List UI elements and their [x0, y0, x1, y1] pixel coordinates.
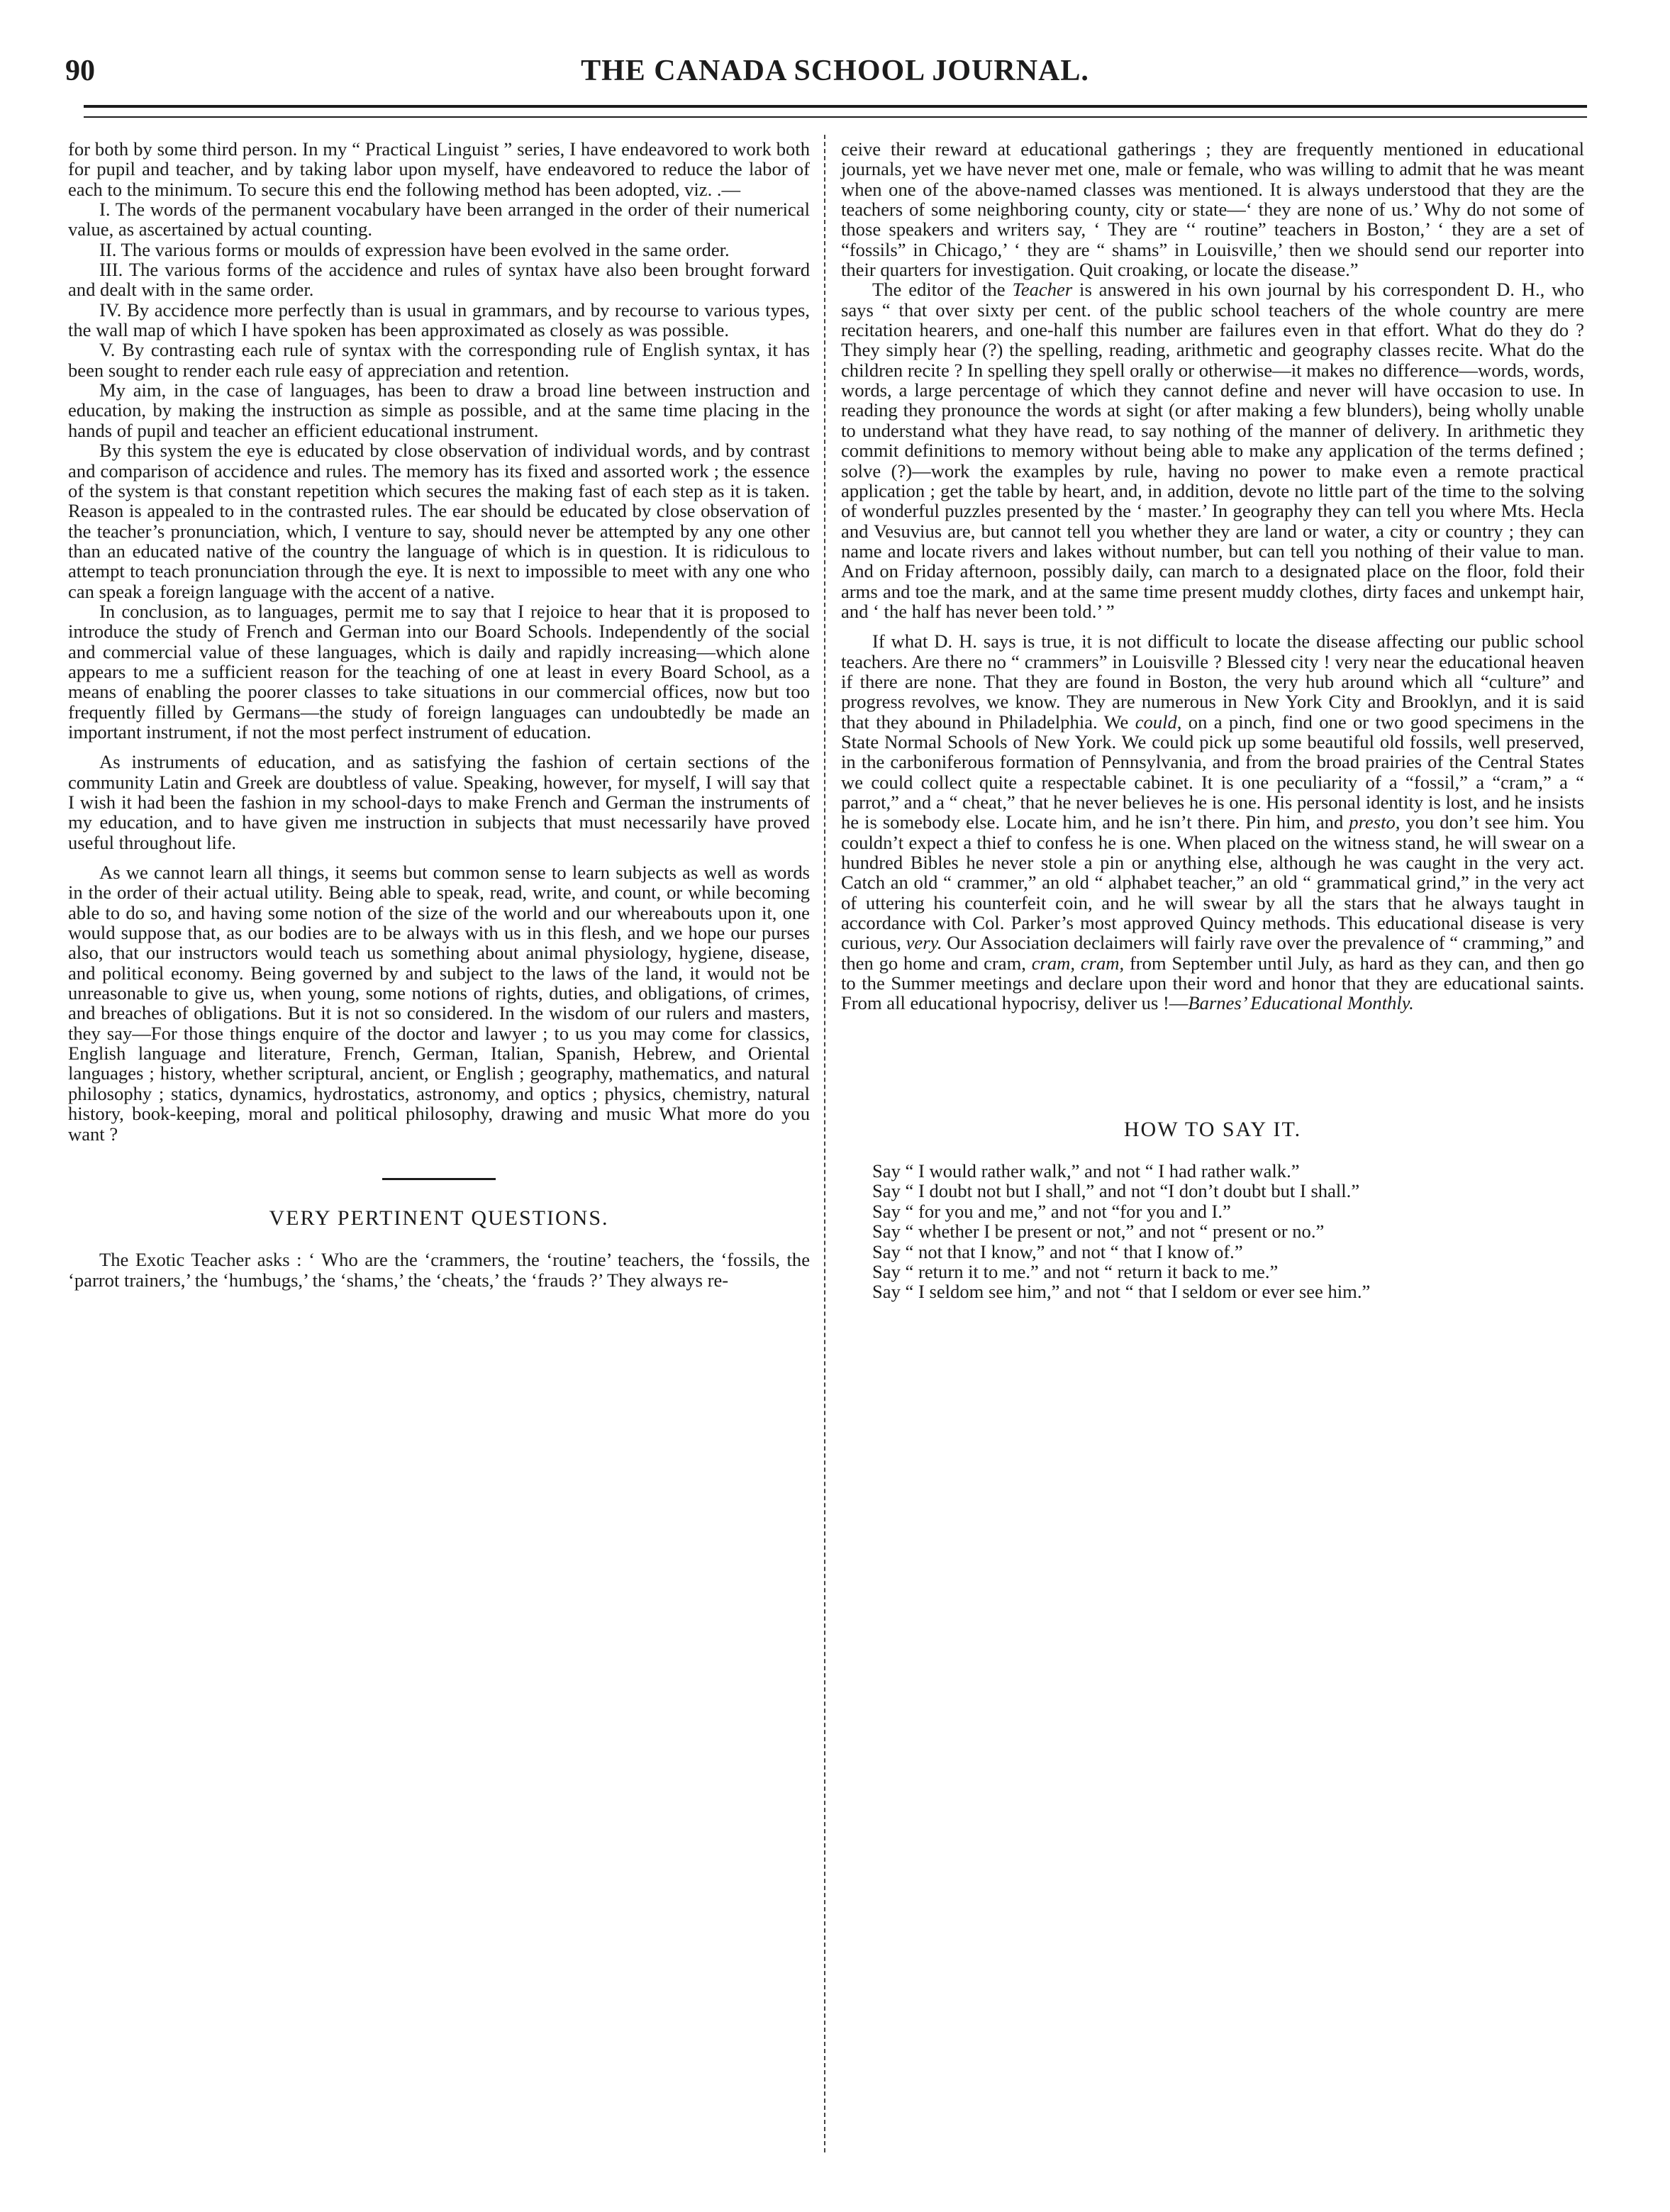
paragraph: IV. By accidence more perfectly than is usual in grammars, and by recourse to various types, the wall map of which I have spoken has been approximated as closely as was possible. — [68, 299, 810, 341]
paragraph: By this system the eye is educated by close observation of individual words, and by contrast and comparison of accidence and rules. The memory has its fixed and assorted work ; the essence of the system is that constant repetition which secures the making fast of each step as it is taken. Reason is appealed to in the contrasted rules. The ear should be educated by close observation of the teacher’s pronunciation, which, I venture to say, should never be attempted by any one other than an educated native of the country the language of which is in question. It is ridiculous to attempt to teach pronunciation through the eye. It is next to impossible to meet with any one who can speak a foreign language with the accent of a native. — [68, 440, 810, 602]
paragraph: III. The various forms of the accidence and rules of syntax have also been brought forward and dealt with in the same order. — [68, 259, 810, 301]
section-divider — [382, 1178, 496, 1180]
source-citation: Barnes’ Educational Monthly. — [1188, 992, 1414, 1014]
paragraph: As instruments of education, and as satisfying the fashion of certain sections of the community Latin and Greek are doubtless of value. Speaking, however, for myself, I will say that I wish it had been the fashion in my school-days to make French and German the instruments of my education, and to have given me instruction in subjects that must necessarily have proved useful throughout life. — [68, 751, 810, 853]
usage-item: Say “ whether I be present or not,” and not “ present or no.” — [872, 1221, 1325, 1243]
paragraph: for both by some third person. In my “ Practical Linguist ” series, I have endeavored to work both for pupil and teacher, and by taking labor upon myself, have endeavored to reduce the labor of each to the minimum. To secure this end the following method has been adopted, viz. .— — [68, 138, 810, 200]
usage-item: Say “ I would rather walk,” and not “ I had rather walk.” — [872, 1160, 1300, 1182]
emphasis: presto, — [1349, 811, 1401, 833]
paragraph — [841, 631, 1584, 1013]
text-run: Our Association declaimers will fairly rave over the prevalence of “ cramming,” and then go home and cram, — [841, 932, 1584, 974]
paragraph: ceive their reward at educational gatherings ; they are frequently mentioned in educational journals, yet we have never met one, male or female, who was willing to admit that he was meant when one of the above-named classes was mentioned. It is always understood that they are the teachers of some neighboring county, city or state—‘ they are none of us.’ Why do not some of those speakers and writers say, ‘ They are ‘‘ routine” teachers in Boston,’ ‘ they are a set of “fossils” in Chicago,’ ‘ they are “ shams” in Louisville,’ then we should send our reporter into their quarters for investigation. Quit croaking, or locate the disease.” — [841, 138, 1584, 281]
usage-item: Say “ I seldom see him,” and not “ that I seldom or ever see him.” — [872, 1281, 1371, 1303]
journal-name: Teacher — [1012, 279, 1073, 301]
text-run: you don’t see him. You couldn’t expect a thief to confess he is one. When placed on the witness stand, he will swear on a hundred Bibles he never stole a pin or anything else, although he was caught in the very act. Catch an old “ crammer,” an old “ alphabet teacher,” an old “ grammatical grind,” in the very act of uttering his counterfeit coin, and he will swear by all the stars that he always taught in accordance with Col. Parker’s most approved Quincy methods. This educational disease is very curious, — [841, 811, 1584, 954]
emphasis: could, — [1135, 711, 1182, 733]
text-run: If what D. H. says is true, it is not difficult to locate the disease affecting our public school teachers. Are there no “ crammers” in Louisville ? Blessed city ! very near the educational heaven if there are none. That they are found in Boston, the very hub around which all “culture” and progress revolves, we know. They are numerous in New York City and Brooklyn, and it is said that they abound in Philadelphia. We — [841, 630, 1584, 733]
section-title: VERY PERTINENT QUESTIONS. — [269, 1206, 609, 1230]
header-rule — [84, 105, 1587, 118]
emphasis: very. — [906, 932, 942, 954]
paragraph: My aim, in the case of languages, has been to draw a broad line between instruction and education, by making the instruction as simple as possible, and at the same time placing in the hands of pupil and teacher an efficient educational instrument. — [68, 379, 810, 441]
paragraph: As we cannot learn all things, it seems but common sense to learn subjects as well as words in the order of their actual utility. Being able to speak, read, write, and count, or while becoming able to do so, and having some notion of the size of the world and our whereabouts upon it, one would suppose that, as our bodies are to be always with us in this flesh, and we hope our purses also, that our instructors would teach us something about animal physiology, hygiene, disease, and political economy. Being governed by and subject to the laws of the land, it would not be unreasonable to give us, when young, some notions of rights, duties, and obligations, of crimes, and breaches of obligations. But it is not so considered. In the wisdom of our rulers and masters, they say—For those things enquire of the doctor and lawyer ; to us you may come for classics, English language and literature, French, German, Italian, Spanish, Hebrew, and Oriental languages ; history, whether scriptural, ancient, or English ; geography, mathematics, and natural philosophy ; statics, dynamics, hydrostatics, astronomy, and optics ; physics, chemistry, natural history, book-keeping, moral and political philosophy, drawing and music What more do you want ? — [68, 862, 810, 1145]
right-column — [841, 139, 1584, 1302]
usage-item: Say “ return it to me.” and not “ return it back to me.” — [872, 1260, 1279, 1282]
usage-item: Say “ I doubt not but I shall,” and not “I don’t doubt but I shall.” — [872, 1180, 1360, 1202]
page-number: 90 — [65, 55, 95, 87]
usage-item: Say “ not that I know,” and not “ that I know of.” — [872, 1240, 1243, 1262]
emphasis: cram, cram, — [1031, 952, 1125, 974]
section-title: HOW TO SAY IT. — [1123, 1117, 1302, 1141]
left-column — [68, 139, 810, 1290]
usage-item: Say “ for you and me,” and not “for you and I.” — [872, 1200, 1231, 1222]
paragraph: The Exotic Teacher asks : ‘ Who are the ‘crammers, the ‘routine’ teachers, the ‘fossils, the ‘parrot trainers,’ the ‘humbugs,’ the ‘shams,’ the ‘cheats,’ the ‘frauds ?’ They always re- — [68, 1249, 810, 1291]
journal-title: THE CANADA SCHOOL JOURNAL. — [581, 55, 1089, 87]
text-run: is answered in his own journal by his correspondent D. H., who says “ that over sixty per cent. of the public school teachers of the whole country are mere recitation hearers, and one-half this number are failures even in that effort. What do they do ? They simply hear (?) the spelling, reading, arithmetic and geography classes recite. What do the children recite ? In spelling they spell orally or otherwise—it makes no difference—words, words, words, a large percentage of which they cannot define and never will have occasion to use. In reading they pronounce the words at sight (or after making a few blunders), being wholly unable to understand what they have read, to say nothing of the manner of delivery. In arithmetic they commit definitions to memory without being able to make any application of the terms defined ; solve (?)—work the examples by rule, having no power to make even a remote practical application ; get the table by heart, and, in addition, devote no little part of the time to the solving of wonderful puzzles presented by the ‘ master.’ In geography they can tell you where Mts. Hecla and Vesuvius are, but cannot tell you whether they are land or water, a city or country ; they can name and locate rivers and lakes without number, but can tell you nothing of their value to man. And on Friday afternoon, possibly daily, can march to a designated place on the floor, fold their arms and toe the mark, and at the same time present muddy clothes, dirty faces and unkempt hair, and ‘ the half has never been told.’ ” — [841, 279, 1584, 622]
text-run: on a pinch, find one or two good specimens in the State Normal Schools of New York. We could pick up some beautiful old fossils, well preserved, in the carboniferous formation of Pennsylvania, and from the broad prairies of the Central States we could collect quite a respectable cabinet. It is one peculiarity of a “fossil,” a “cram,” a “ parrot,” and a “ cheat,” that he never believes he is one. His personal identity is lost, and he insists he is somebody else. Locate him, and he isn’t there. Pin him, and — [841, 711, 1584, 833]
paragraph: I. The words of the permanent vocabulary have been arranged in the order of their numerical value, as ascertained by actual counting. — [68, 199, 810, 240]
paragraph: II. The various forms or moulds of expression have been evolved in the same order. — [99, 238, 730, 260]
paragraph: V. By contrasting each rule of syntax with the corresponding rule of English syntax, it has been sought to render each rule easy of appreciation and retention. — [68, 339, 810, 381]
text-run: from September until July, as hard as they can, and then go to the Summer meetings and declare upon their word and honor that they are educational saints. From all educational hypocrisy, deliver us !— — [841, 952, 1584, 1014]
text-run: The editor of the — [872, 279, 1013, 301]
paragraph: In conclusion, as to languages, permit me to say that I rejoice to hear that it is proposed to introduce the study of French and German into our Board Schools. Independently of the social and commercial value of these languages, which is daily and rapidly increasing—which alone appears to me a sufficient reason for the teaching of one at least in every Board School, as a means of enabling the poorer classes to take situations in our commercial offices, now but too frequently filled by Germans—the study of foreign languages can undoubtedly be made an important instrument, if not the most perfect instrument of education. — [68, 600, 810, 743]
paragraph — [841, 279, 1584, 621]
column-divider — [824, 135, 825, 2152]
